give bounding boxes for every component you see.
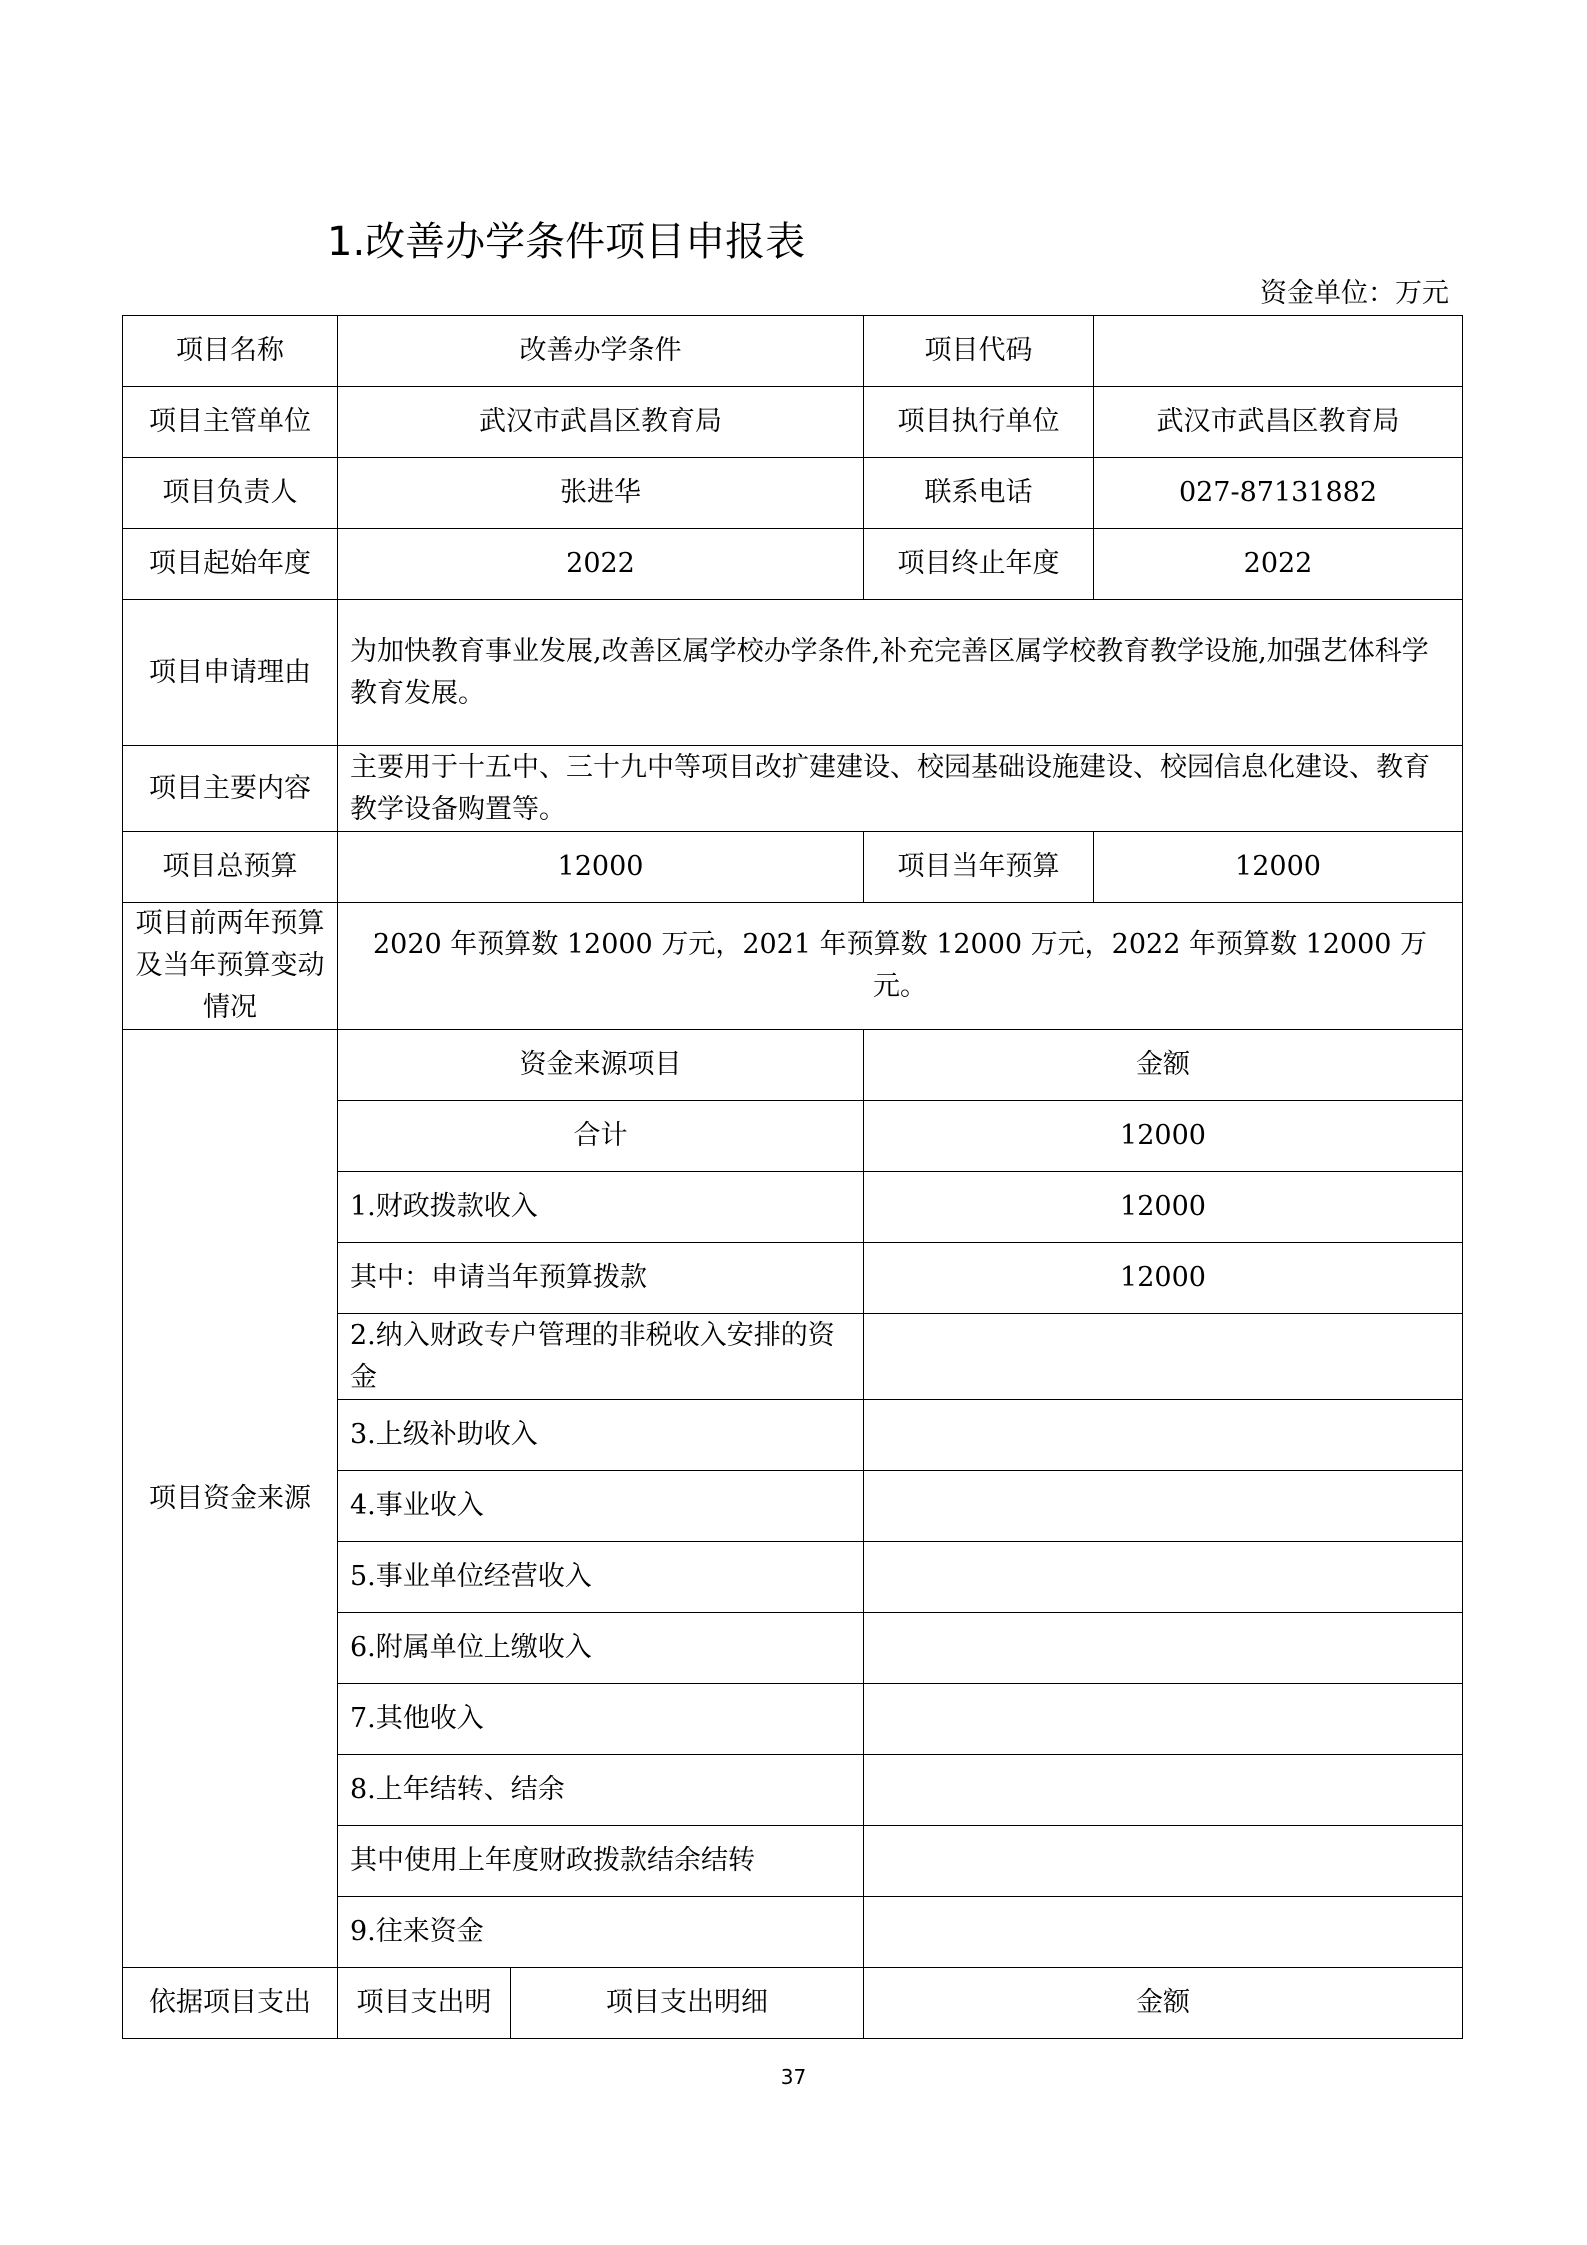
label-total-budget: 项目总预算: [123, 832, 338, 903]
label-end-year: 项目终止年度: [864, 529, 1094, 600]
row-budget-change: [123, 903, 1463, 1030]
value-project-name: 改善办学条件: [338, 316, 864, 387]
row-content: [123, 746, 1463, 832]
value-total-budget: 12000: [338, 832, 864, 903]
funding-item-amount: [864, 1400, 1463, 1471]
currency-unit: 资金单位：万元: [1260, 278, 1449, 309]
value-start-year: 2022: [338, 529, 864, 600]
label-funding-source: 项目资金来源: [123, 1030, 338, 1968]
funding-item-name: 9.往来资金: [338, 1897, 864, 1968]
funding-item-amount: 12000: [864, 1243, 1463, 1314]
funding-item-name: 5.事业单位经营收入: [338, 1542, 864, 1613]
label-reason: 项目申请理由: [123, 600, 338, 746]
funding-item-amount: [864, 1826, 1463, 1897]
row-person: [123, 458, 1463, 529]
funding-item-name: 4.事业收入: [338, 1471, 864, 1542]
funding-item-name: 其中使用上年度财政拨款结余结转: [338, 1826, 864, 1897]
row-department: [123, 387, 1463, 458]
row-budget: [123, 832, 1463, 903]
label-project-lead: 项目负责人: [123, 458, 338, 529]
row-reason: [123, 600, 1463, 746]
application-form-table: [122, 315, 1463, 2039]
funding-item-name: 3.上级补助收入: [338, 1400, 864, 1471]
expense-col-detail: 项目支出明细: [511, 1968, 864, 2039]
label-expense-basis: 依据项目支出: [123, 1968, 338, 2039]
funding-header-amount: 金额: [864, 1030, 1463, 1101]
expense-header-row: [123, 1968, 1463, 2039]
label-content: 项目主要内容: [123, 746, 338, 832]
funding-item-amount: [864, 1471, 1463, 1542]
row-years: [123, 529, 1463, 600]
value-budget-change: 2020 年预算数 12000 万元，2021 年预算数 12000 万元，2022 年预算数 12000 万元。: [338, 903, 1463, 1030]
page-title: 1.改善办学条件项目申报表: [327, 219, 806, 265]
funding-item-amount: [864, 1755, 1463, 1826]
label-project-name: 项目名称: [123, 316, 338, 387]
funding-header-row: [123, 1030, 1463, 1101]
funding-item-name: 1.财政拨款收入: [338, 1172, 864, 1243]
expense-col-amount: 金额: [864, 1968, 1463, 2039]
funding-item-amount: 12000: [864, 1172, 1463, 1243]
funding-item-name: 2.纳入财政专户管理的非税收入安排的资金: [338, 1314, 864, 1400]
funding-item-name: 6.附属单位上缴收入: [338, 1613, 864, 1684]
value-project-lead: 张进华: [338, 458, 864, 529]
label-year-budget: 项目当年预算: [864, 832, 1094, 903]
funding-item-amount: [864, 1684, 1463, 1755]
value-year-budget: 12000: [1094, 832, 1463, 903]
value-end-year: 2022: [1094, 529, 1463, 600]
row-project-name: [123, 316, 1463, 387]
funding-item-amount: [864, 1314, 1463, 1400]
label-executing-unit: 项目执行单位: [864, 387, 1094, 458]
label-start-year: 项目起始年度: [123, 529, 338, 600]
label-phone: 联系电话: [864, 458, 1094, 529]
funding-item-name: 8.上年结转、结余: [338, 1755, 864, 1826]
label-supervising-unit: 项目主管单位: [123, 387, 338, 458]
funding-item-name: 合计: [338, 1101, 864, 1172]
label-project-code: 项目代码: [864, 316, 1094, 387]
funding-item-name: 其中：申请当年预算拨款: [338, 1243, 864, 1314]
funding-item-name: 7.其他收入: [338, 1684, 864, 1755]
value-supervising-unit: 武汉市武昌区教育局: [338, 387, 864, 458]
value-project-code: [1094, 316, 1463, 387]
label-budget-change: 项目前两年预算及当年预算变动情况: [123, 903, 338, 1030]
expense-col-item: 项目支出明: [338, 1968, 511, 2039]
funding-item-amount: [864, 1897, 1463, 1968]
value-content: 主要用于十五中、三十九中等项目改扩建建设、校园基础设施建设、校园信息化建设、教育教学设备购置等。: [338, 746, 1463, 832]
funding-header-item: 资金来源项目: [338, 1030, 864, 1101]
page-number: 37: [780, 2065, 807, 2089]
funding-item-amount: [864, 1613, 1463, 1684]
value-phone: 027-87131882: [1094, 458, 1463, 529]
value-reason: 为加快教育事业发展,改善区属学校办学条件,补充完善区属学校教育教学设施,加强艺体科学教育发展。: [338, 600, 1463, 746]
funding-item-amount: 12000: [864, 1101, 1463, 1172]
funding-item-amount: [864, 1542, 1463, 1613]
value-executing-unit: 武汉市武昌区教育局: [1094, 387, 1463, 458]
